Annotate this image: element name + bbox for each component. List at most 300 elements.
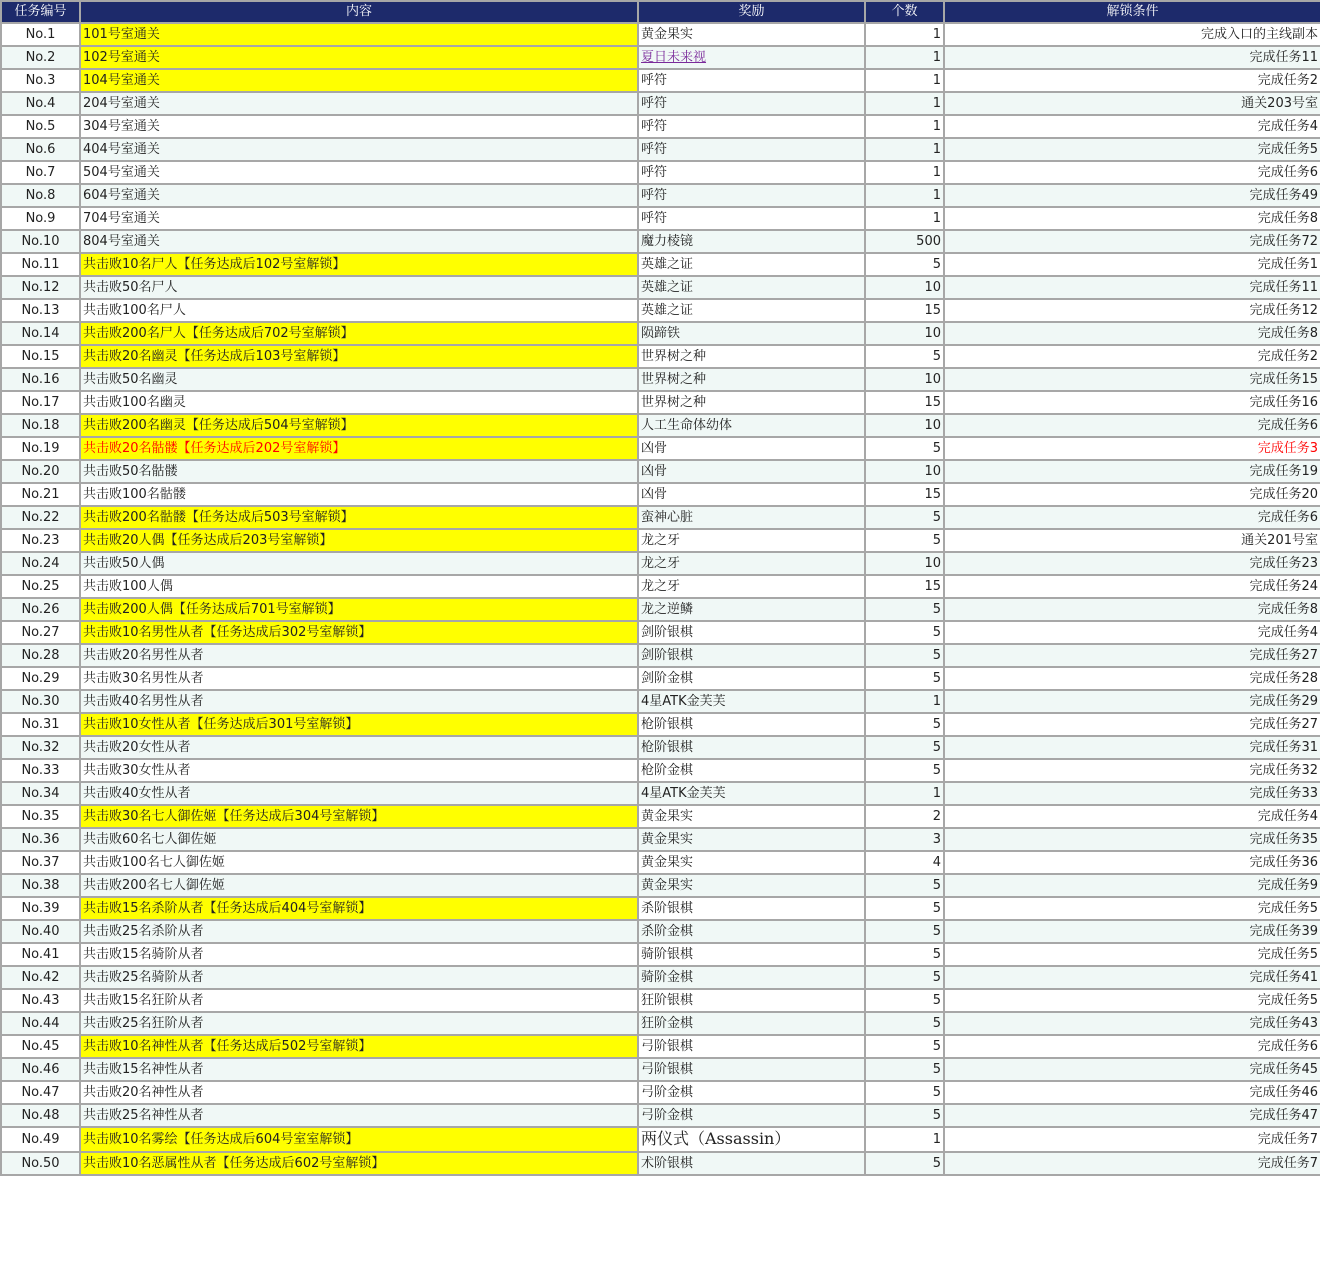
- reward-count-cell: 5: [865, 759, 944, 782]
- quest-number-cell: No.26: [1, 598, 80, 621]
- quest-number-cell: No.1: [1, 23, 80, 46]
- table-row: [1, 437, 1320, 460]
- reward-count-cell: 15: [865, 299, 944, 322]
- table-row: [1, 828, 1320, 851]
- reward-label: 世界树之种: [641, 395, 707, 410]
- reward-cell[interactable]: [638, 46, 865, 69]
- reward-label: 枪阶银棋: [641, 740, 694, 755]
- reward-count-cell: 3: [865, 828, 944, 851]
- unlock-condition-cell: 完成任务27: [944, 644, 1320, 667]
- quest-number-cell: No.45: [1, 1035, 80, 1058]
- reward-cell: [638, 736, 865, 759]
- table-row: [1, 897, 1320, 920]
- table-row: [1, 1152, 1320, 1175]
- quest-content-cell: 共击败50名骷髅: [80, 460, 638, 483]
- table-row: [1, 368, 1320, 391]
- unlock-condition-cell: 完成任务33: [944, 782, 1320, 805]
- reward-label: 弓阶银棋: [641, 1039, 694, 1054]
- quest-content-cell: 共击败15名骑阶从者: [80, 943, 638, 966]
- reward-cell: [638, 414, 865, 437]
- reward-cell: [638, 138, 865, 161]
- reward-count-cell: 1: [865, 690, 944, 713]
- reward-count-cell: 10: [865, 276, 944, 299]
- reward-count-cell: 1: [865, 138, 944, 161]
- reward-label: 魔力棱镜: [641, 234, 694, 249]
- quest-number-cell: No.3: [1, 69, 80, 92]
- table-row: [1, 69, 1320, 92]
- table-row: [1, 1058, 1320, 1081]
- reward-count-cell: 5: [865, 1035, 944, 1058]
- table-row: [1, 1081, 1320, 1104]
- quest-content-cell: 共击败10名神性从者【任务达成后502号室解锁】: [80, 1035, 638, 1058]
- quest-content-cell: 102号室通关: [80, 46, 638, 69]
- reward-label: 人工生命体幼体: [641, 418, 733, 433]
- reward-count-cell: 5: [865, 736, 944, 759]
- reward-count-cell: 5: [865, 966, 944, 989]
- reward-cell: [638, 552, 865, 575]
- table-row: [1, 23, 1320, 46]
- table-row: [1, 322, 1320, 345]
- quest-number-cell: No.13: [1, 299, 80, 322]
- unlock-condition-cell: 完成任务16: [944, 391, 1320, 414]
- unlock-condition-cell: 完成任务27: [944, 713, 1320, 736]
- reward-label: 4星ATK金芙芙: [641, 694, 726, 709]
- table-row: [1, 92, 1320, 115]
- reward-count-cell: 5: [865, 897, 944, 920]
- reward-label: 黄金果实: [641, 832, 694, 847]
- reward-label: 凶骨: [641, 441, 668, 456]
- reward-label: 狂阶银棋: [641, 993, 694, 1008]
- reward-label: 弓阶银棋: [641, 1062, 694, 1077]
- table-row: [1, 506, 1320, 529]
- reward-count-cell: 1: [865, 161, 944, 184]
- table-row: [1, 529, 1320, 552]
- reward-count-cell: 1: [865, 92, 944, 115]
- reward-count-cell: 10: [865, 368, 944, 391]
- unlock-condition-cell: 完成入口的主线副本: [944, 23, 1320, 46]
- quest-number-cell: No.12: [1, 276, 80, 299]
- table-row: [1, 851, 1320, 874]
- reward-cell: [638, 299, 865, 322]
- reward-cell: [638, 253, 865, 276]
- quest-content-cell: 共击败20名男性从者: [80, 644, 638, 667]
- table-row: [1, 161, 1320, 184]
- reward-count-cell: 1: [865, 46, 944, 69]
- reward-cell: [638, 805, 865, 828]
- reward-count-cell: 10: [865, 322, 944, 345]
- reward-label: 英雄之证: [641, 280, 694, 295]
- reward-count-cell: 1: [865, 23, 944, 46]
- reward-cell: [638, 690, 865, 713]
- unlock-condition-cell: 完成任务5: [944, 897, 1320, 920]
- table-row: [1, 345, 1320, 368]
- reward-label: 枪阶金棋: [641, 763, 694, 778]
- quest-number-cell: No.41: [1, 943, 80, 966]
- unlock-condition-cell: 完成任务4: [944, 805, 1320, 828]
- table-row: [1, 391, 1320, 414]
- quest-number-cell: No.17: [1, 391, 80, 414]
- unlock-condition-cell: 完成任务47: [944, 1104, 1320, 1127]
- quest-content-cell: 共击败60名七人御佐姬: [80, 828, 638, 851]
- reward-link[interactable]: 夏日未来视: [641, 50, 707, 65]
- unlock-condition-cell: 完成任务20: [944, 483, 1320, 506]
- quest-content-cell: 共击败200名幽灵【任务达成后504号室解锁】: [80, 414, 638, 437]
- reward-cell: [638, 529, 865, 552]
- reward-count-cell: 10: [865, 552, 944, 575]
- unlock-condition-cell: 完成任务6: [944, 506, 1320, 529]
- table-row: [1, 460, 1320, 483]
- reward-label: 杀阶银棋: [641, 901, 694, 916]
- quest-content-cell: 404号室通关: [80, 138, 638, 161]
- unlock-condition-cell: 完成任务5: [944, 943, 1320, 966]
- unlock-condition-cell: 完成任务9: [944, 874, 1320, 897]
- quest-content-cell: 704号室通关: [80, 207, 638, 230]
- reward-count-cell: 4: [865, 851, 944, 874]
- quest-number-cell: No.46: [1, 1058, 80, 1081]
- reward-count-cell: 15: [865, 483, 944, 506]
- quest-number-cell: No.29: [1, 667, 80, 690]
- quest-number-cell: No.10: [1, 230, 80, 253]
- reward-label: 呼符: [641, 119, 668, 134]
- unlock-condition-cell: 完成任务28: [944, 667, 1320, 690]
- quest-content-cell: 共击败200名尸人【任务达成后702号室解锁】: [80, 322, 638, 345]
- unlock-condition-cell: 完成任务1: [944, 253, 1320, 276]
- reward-cell: [638, 322, 865, 345]
- table-row: [1, 667, 1320, 690]
- reward-cell: [638, 483, 865, 506]
- reward-label: 龙之牙: [641, 533, 681, 548]
- reward-cell: [638, 1127, 865, 1152]
- quest-content-cell: 共击败100名七人御佐姬: [80, 851, 638, 874]
- reward-count-cell: 5: [865, 1081, 944, 1104]
- quest-content-cell: 共击败15名神性从者: [80, 1058, 638, 1081]
- unlock-condition-cell: 完成任务4: [944, 621, 1320, 644]
- reward-label: 凶骨: [641, 464, 668, 479]
- quest-content-cell: 804号室通关: [80, 230, 638, 253]
- quest-number-cell: No.39: [1, 897, 80, 920]
- table-row: [1, 966, 1320, 989]
- reward-cell: [638, 621, 865, 644]
- header-unlock: 解锁条件: [944, 1, 1320, 23]
- quest-number-cell: No.23: [1, 529, 80, 552]
- reward-count-cell: 5: [865, 989, 944, 1012]
- quest-content-cell: 共击败50名幽灵: [80, 368, 638, 391]
- reward-count-cell: 5: [865, 644, 944, 667]
- reward-cell: [638, 1152, 865, 1175]
- reward-cell: [638, 161, 865, 184]
- quest-number-cell: No.4: [1, 92, 80, 115]
- quest-number-cell: No.5: [1, 115, 80, 138]
- quest-content-cell: 共击败50名尸人: [80, 276, 638, 299]
- reward-cell: [638, 437, 865, 460]
- quest-number-cell: No.24: [1, 552, 80, 575]
- reward-cell: [638, 368, 865, 391]
- header-row: [1, 1, 1320, 23]
- reward-label: 龙之牙: [641, 579, 681, 594]
- unlock-condition-cell: 完成任务6: [944, 414, 1320, 437]
- table-row: [1, 483, 1320, 506]
- reward-label: 剑阶银棋: [641, 648, 694, 663]
- table-row: [1, 759, 1320, 782]
- table-row: [1, 299, 1320, 322]
- reward-cell: [638, 966, 865, 989]
- quest-content-cell: 共击败25名杀阶从者: [80, 920, 638, 943]
- reward-label: 世界树之种: [641, 349, 707, 364]
- quest-number-cell: No.44: [1, 1012, 80, 1035]
- unlock-condition-cell: 完成任务7: [944, 1152, 1320, 1175]
- reward-label: 凶骨: [641, 487, 668, 502]
- reward-label: 呼符: [641, 165, 668, 180]
- quest-content-cell: 共击败25名骑阶从者: [80, 966, 638, 989]
- unlock-condition-cell: 完成任务43: [944, 1012, 1320, 1035]
- unlock-condition-cell: 完成任务7: [944, 1127, 1320, 1152]
- table-row: [1, 920, 1320, 943]
- unlock-condition-cell: 完成任务12: [944, 299, 1320, 322]
- table-row: [1, 575, 1320, 598]
- reward-cell: [638, 759, 865, 782]
- reward-count-cell: 1: [865, 184, 944, 207]
- unlock-condition-cell: 完成任务24: [944, 575, 1320, 598]
- table-row: [1, 207, 1320, 230]
- quest-number-cell: No.38: [1, 874, 80, 897]
- table-row: [1, 552, 1320, 575]
- quest-number-cell: No.49: [1, 1127, 80, 1152]
- reward-count-cell: 5: [865, 713, 944, 736]
- header-reward: 奖励: [638, 1, 865, 23]
- reward-count-cell: 5: [865, 598, 944, 621]
- quest-content-cell: 共击败100名骷髅: [80, 483, 638, 506]
- table-body: [1, 23, 1320, 1175]
- unlock-condition-cell: 完成任务5: [944, 138, 1320, 161]
- quest-content-cell: 共击败10名恶属性从者【任务达成后602号室解锁】: [80, 1152, 638, 1175]
- reward-cell: [638, 1104, 865, 1127]
- reward-cell: [638, 828, 865, 851]
- reward-count-cell: 10: [865, 460, 944, 483]
- table-row: [1, 736, 1320, 759]
- reward-cell: [638, 667, 865, 690]
- reward-count-cell: 5: [865, 345, 944, 368]
- quest-content-cell: 共击败10名雾绘【任务达成后604号室室解锁】: [80, 1127, 638, 1152]
- reward-cell: [638, 851, 865, 874]
- quest-number-cell: No.9: [1, 207, 80, 230]
- quest-number-cell: No.18: [1, 414, 80, 437]
- quest-content-cell: 共击败25名神性从者: [80, 1104, 638, 1127]
- quest-number-cell: No.36: [1, 828, 80, 851]
- table-row: [1, 989, 1320, 1012]
- unlock-condition-cell: 完成任务19: [944, 460, 1320, 483]
- quest-content-cell: 604号室通关: [80, 184, 638, 207]
- quest-number-cell: No.42: [1, 966, 80, 989]
- quest-number-cell: No.8: [1, 184, 80, 207]
- unlock-condition-cell: 完成任务6: [944, 161, 1320, 184]
- quest-content-cell: 共击败40名男性从者: [80, 690, 638, 713]
- reward-count-cell: 5: [865, 1058, 944, 1081]
- unlock-condition-cell: 完成任务6: [944, 1035, 1320, 1058]
- quest-number-cell: No.6: [1, 138, 80, 161]
- reward-cell: [638, 345, 865, 368]
- quest-number-cell: No.7: [1, 161, 80, 184]
- table-row: [1, 138, 1320, 161]
- reward-count-cell: 15: [865, 391, 944, 414]
- quest-content-cell: 304号室通关: [80, 115, 638, 138]
- unlock-condition-cell: 完成任务15: [944, 368, 1320, 391]
- table-row: [1, 713, 1320, 736]
- reward-count-cell: 15: [865, 575, 944, 598]
- reward-cell: [638, 184, 865, 207]
- quest-content-cell: 共击败10名尸人【任务达成后102号室解锁】: [80, 253, 638, 276]
- quest-content-cell: 共击败30名七人御佐姬【任务达成后304号室解锁】: [80, 805, 638, 828]
- quest-content-cell: 共击败20女性从者: [80, 736, 638, 759]
- reward-cell: [638, 782, 865, 805]
- quest-number-cell: No.22: [1, 506, 80, 529]
- unlock-condition-cell: 完成任务11: [944, 46, 1320, 69]
- table-row: [1, 253, 1320, 276]
- reward-label: 呼符: [641, 211, 668, 226]
- unlock-condition-cell: 完成任务2: [944, 345, 1320, 368]
- unlock-condition-cell: 完成任务32: [944, 759, 1320, 782]
- reward-label: 剑阶银棋: [641, 625, 694, 640]
- reward-label: 陨蹄铁: [641, 326, 681, 341]
- reward-cell: [638, 1058, 865, 1081]
- reward-cell: [638, 506, 865, 529]
- table-row: [1, 414, 1320, 437]
- quest-content-cell: 共击败20人偶【任务达成后203号室解锁】: [80, 529, 638, 552]
- reward-cell: [638, 897, 865, 920]
- reward-count-cell: 5: [865, 253, 944, 276]
- header-content: 内容: [80, 1, 638, 23]
- reward-label: 呼符: [641, 73, 668, 88]
- reward-label: 英雄之证: [641, 257, 694, 272]
- table-row: [1, 230, 1320, 253]
- unlock-condition-cell: 完成任务8: [944, 598, 1320, 621]
- quest-content-cell: 共击败100名尸人: [80, 299, 638, 322]
- reward-count-cell: 10: [865, 414, 944, 437]
- quest-number-cell: No.32: [1, 736, 80, 759]
- unlock-condition-cell: 通关203号室: [944, 92, 1320, 115]
- reward-label: 枪阶银棋: [641, 717, 694, 732]
- table-row: [1, 644, 1320, 667]
- table-row: [1, 874, 1320, 897]
- header-count: 个数: [865, 1, 944, 23]
- reward-cell: [638, 920, 865, 943]
- unlock-condition-cell: 完成任务4: [944, 115, 1320, 138]
- reward-cell: [638, 598, 865, 621]
- quest-content-cell: 共击败20名骷髅【任务达成后202号室解锁】: [80, 437, 638, 460]
- quest-content-cell: 204号室通关: [80, 92, 638, 115]
- unlock-condition-cell: 通关201号室: [944, 529, 1320, 552]
- quest-number-cell: No.21: [1, 483, 80, 506]
- reward-cell: [638, 276, 865, 299]
- table-row: [1, 1104, 1320, 1127]
- reward-label: 世界树之种: [641, 372, 707, 387]
- unlock-condition-cell: 完成任务72: [944, 230, 1320, 253]
- quest-content-cell: 共击败15名狂阶从者: [80, 989, 638, 1012]
- unlock-condition-cell: 完成任务11: [944, 276, 1320, 299]
- reward-cell: [638, 1012, 865, 1035]
- quest-number-cell: No.50: [1, 1152, 80, 1175]
- table-row: [1, 1035, 1320, 1058]
- unlock-condition-cell: 完成任务8: [944, 322, 1320, 345]
- quest-content-cell: 104号室通关: [80, 69, 638, 92]
- unlock-condition-cell: 完成任务2: [944, 69, 1320, 92]
- quest-content-cell: 共击败25名狂阶从者: [80, 1012, 638, 1035]
- reward-count-cell: 1: [865, 207, 944, 230]
- reward-cell: [638, 713, 865, 736]
- quest-content-cell: 共击败200人偶【任务达成后701号室解锁】: [80, 598, 638, 621]
- unlock-condition-cell: 完成任务45: [944, 1058, 1320, 1081]
- quest-number-cell: No.35: [1, 805, 80, 828]
- reward-cell: [638, 23, 865, 46]
- quest-content-cell: 共击败100名幽灵: [80, 391, 638, 414]
- quest-number-cell: No.15: [1, 345, 80, 368]
- reward-label: 术阶银棋: [641, 1156, 694, 1171]
- reward-count-cell: 5: [865, 667, 944, 690]
- quest-number-cell: No.16: [1, 368, 80, 391]
- quest-number-cell: No.47: [1, 1081, 80, 1104]
- reward-cell: [638, 575, 865, 598]
- table-row: [1, 782, 1320, 805]
- quest-content-cell: 共击败200名七人御佐姬: [80, 874, 638, 897]
- quest-content-cell: 101号室通关: [80, 23, 638, 46]
- reward-label: 杀阶金棋: [641, 924, 694, 939]
- quest-number-cell: No.33: [1, 759, 80, 782]
- unlock-condition-cell: 完成任务39: [944, 920, 1320, 943]
- unlock-condition-cell: 完成任务29: [944, 690, 1320, 713]
- table-row: [1, 621, 1320, 644]
- reward-cell: [638, 391, 865, 414]
- table-row: [1, 690, 1320, 713]
- unlock-condition-cell: 完成任务46: [944, 1081, 1320, 1104]
- unlock-condition-cell: 完成任务41: [944, 966, 1320, 989]
- quest-number-cell: No.43: [1, 989, 80, 1012]
- quest-number-cell: No.48: [1, 1104, 80, 1127]
- quest-content-cell: 共击败30女性从者: [80, 759, 638, 782]
- reward-label: 剑阶金棋: [641, 671, 694, 686]
- table-row: [1, 276, 1320, 299]
- unlock-condition-cell: 完成任务31: [944, 736, 1320, 759]
- quest-number-cell: No.2: [1, 46, 80, 69]
- reward-label: 龙之逆鳞: [641, 602, 694, 617]
- table-row: [1, 1127, 1320, 1152]
- reward-label: 黄金果实: [641, 27, 694, 42]
- reward-label: 英雄之证: [641, 303, 694, 318]
- reward-label: 弓阶金棋: [641, 1085, 694, 1100]
- reward-label: 狂阶金棋: [641, 1016, 694, 1031]
- reward-count-cell: 5: [865, 621, 944, 644]
- quest-number-cell: No.14: [1, 322, 80, 345]
- quest-number-cell: No.30: [1, 690, 80, 713]
- reward-cell: [638, 989, 865, 1012]
- reward-count-cell: 5: [865, 529, 944, 552]
- table-row: [1, 943, 1320, 966]
- quest-number-cell: No.34: [1, 782, 80, 805]
- reward-label: 骑阶金棋: [641, 970, 694, 985]
- reward-label: 两仪式（Assassin）: [641, 1129, 791, 1148]
- quest-content-cell: 共击败10名男性从者【任务达成后302号室解锁】: [80, 621, 638, 644]
- reward-count-cell: 1: [865, 1127, 944, 1152]
- reward-count-cell: 5: [865, 874, 944, 897]
- quest-content-cell: 共击败100人偶: [80, 575, 638, 598]
- reward-label: 黄金果实: [641, 855, 694, 870]
- quest-number-cell: No.28: [1, 644, 80, 667]
- table-row: [1, 598, 1320, 621]
- unlock-condition-cell: 完成任务49: [944, 184, 1320, 207]
- unlock-condition-cell: 完成任务8: [944, 207, 1320, 230]
- quest-content-cell: 共击败20名幽灵【任务达成后103号室解锁】: [80, 345, 638, 368]
- quest-content-cell: 504号室通关: [80, 161, 638, 184]
- quest-content-cell: 共击败200名骷髅【任务达成后503号室解锁】: [80, 506, 638, 529]
- quest-number-cell: No.31: [1, 713, 80, 736]
